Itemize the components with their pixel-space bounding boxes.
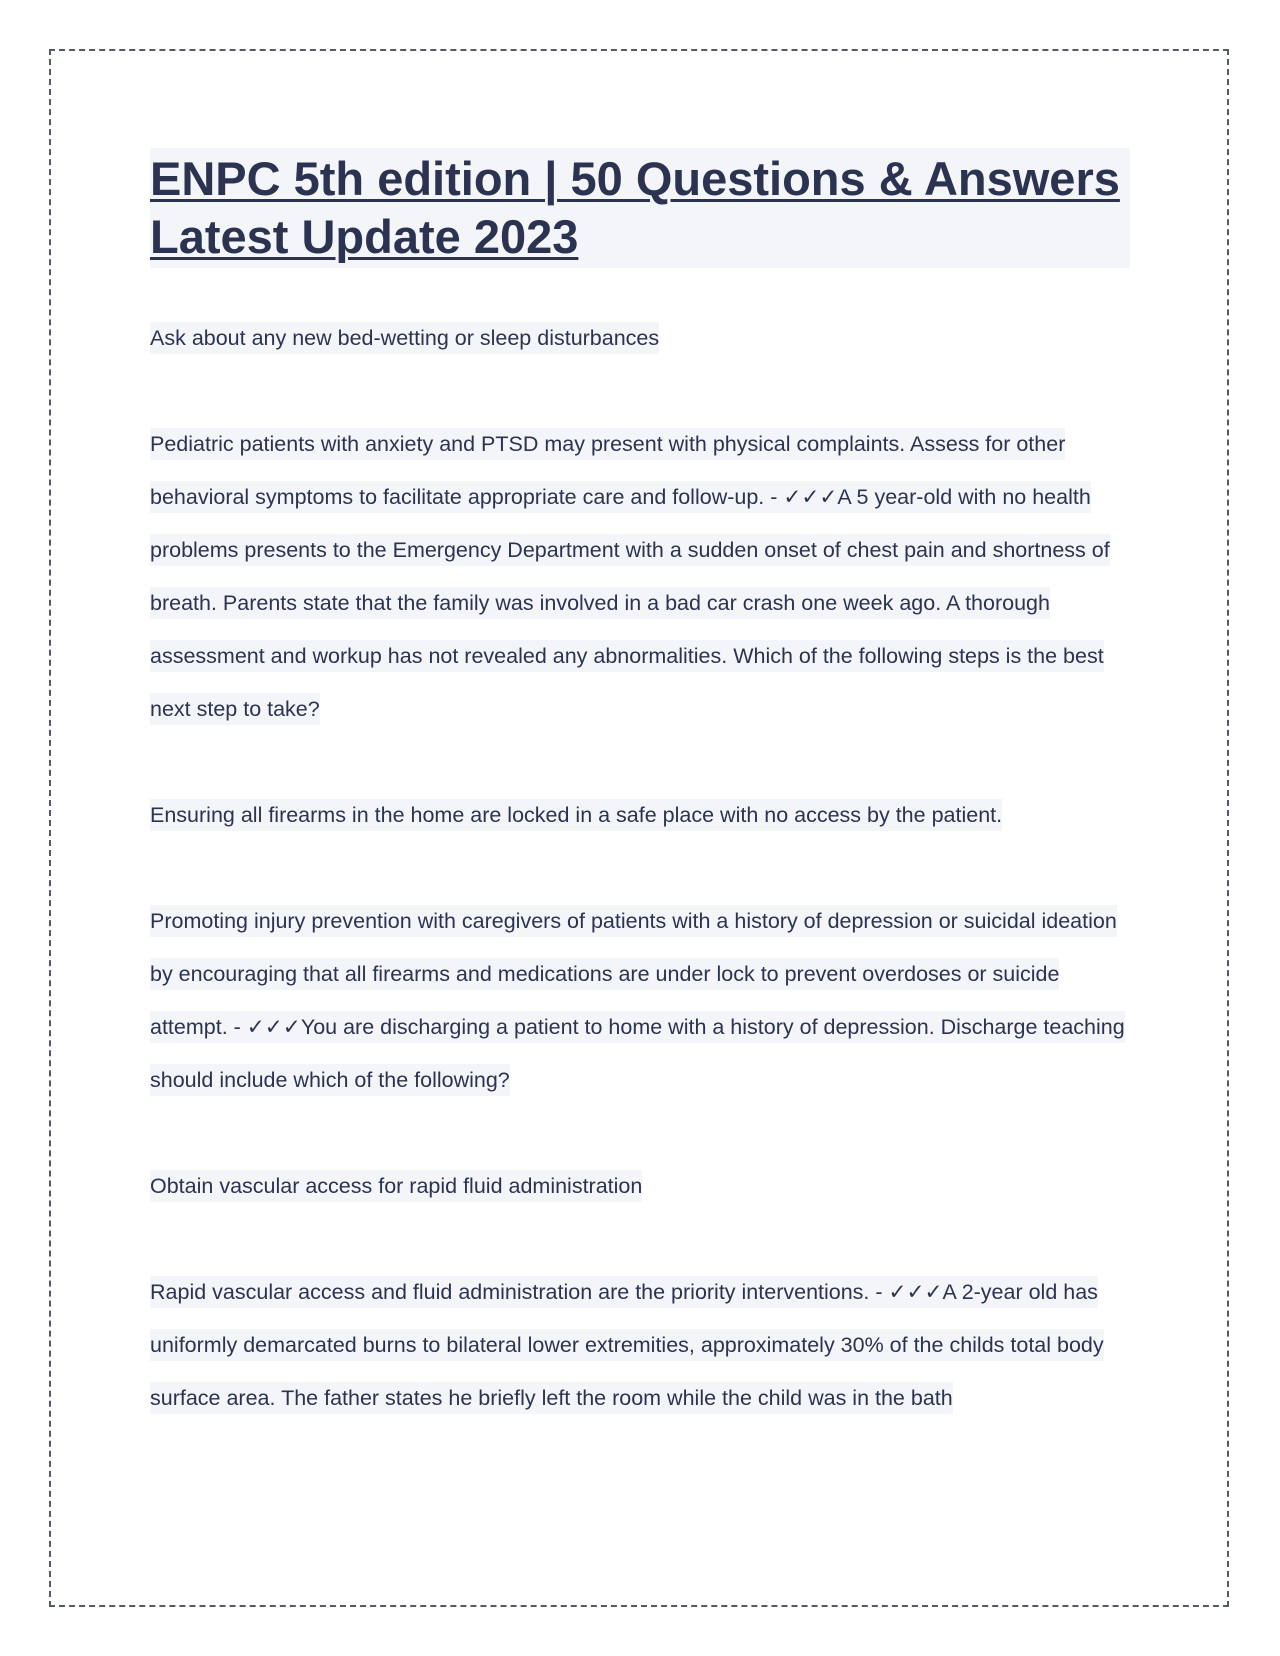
document-body [150, 148, 1130, 1478]
paragraph-text: Rapid vascular access and fluid administration are the priority interventions. - ✓✓✓A 2-year old has uniformly demarcated burns to bilateral lower extremities, approximately 30% of the childs total body surface area. The father states he briefly left the room while the child was in the bath [150, 1276, 1104, 1414]
paragraph-rationale-question-3 [150, 1266, 1130, 1425]
paragraph-rationale-question-2 [150, 895, 1130, 1107]
paragraph-text: Obtain vascular access for rapid fluid administration [150, 1170, 642, 1202]
paragraph-answer-1 [150, 312, 1130, 365]
paragraph-text: Ask about any new bed-wetting or sleep disturbances [150, 322, 659, 354]
paragraph-answer-3 [150, 1160, 1130, 1213]
document-title: ENPC 5th edition | 50 Questions & Answers Latest Update 2023 [150, 152, 1120, 263]
paragraph-text: Pediatric patients with anxiety and PTSD may present with physical complaints. Assess for other behavioral symptoms to facilitate appropriate care and follow-up. - ✓✓✓A 5 year-old with no health problems presents to the Emergency Department with a sudden onset of chest pain and shortness of breath. Parents state that the family was involved in a bad car crash one week ago. A thorough assessment and workup has not revealed any abnormalities. Which of the following steps is the best next step to take? [150, 428, 1110, 725]
paragraph-text: Ensuring all firearms in the home are locked in a safe place with no access by the patient. [150, 799, 1002, 831]
paragraph-rationale-question-1 [150, 418, 1130, 736]
title-block [150, 148, 1130, 268]
paragraph-answer-2 [150, 789, 1130, 842]
paragraph-text: Promoting injury prevention with caregivers of patients with a history of depression or suicidal ideation by encouraging that all firearms and medications are under lock to prevent overdoses or suicide attempt. - ✓✓✓You are discharging a patient to home with a history of depression. Discharge teaching should include which of the following? [150, 905, 1125, 1096]
